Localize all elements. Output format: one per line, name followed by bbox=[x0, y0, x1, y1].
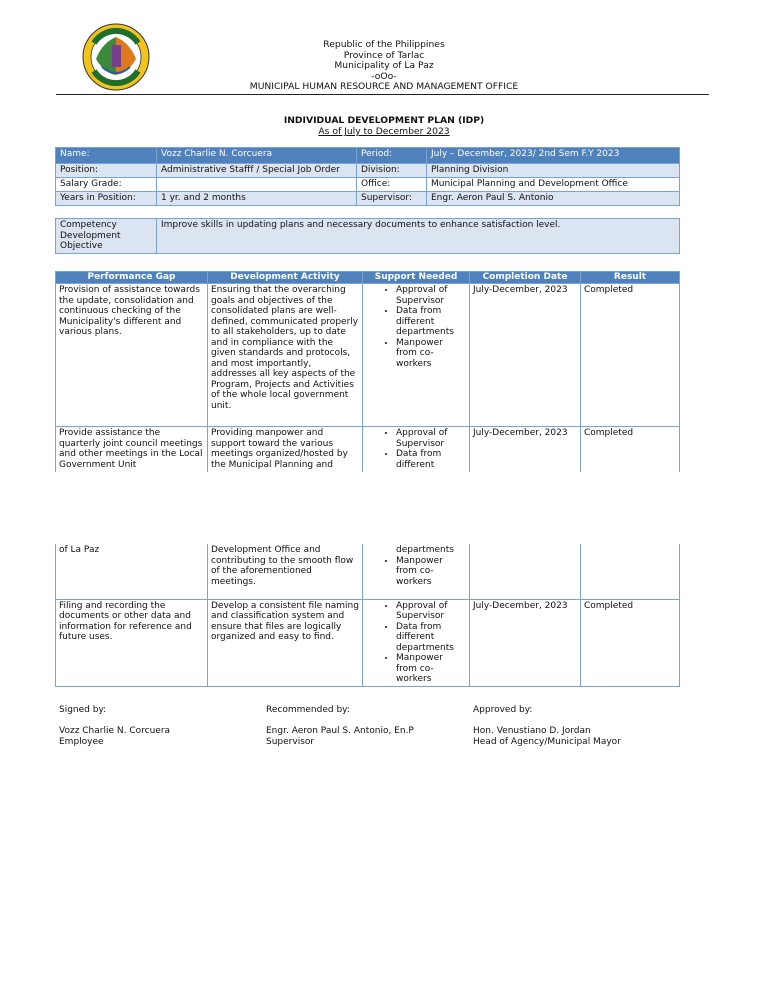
info-row bbox=[56, 148, 680, 164]
performance-gap: of La Paz bbox=[56, 544, 208, 599]
result: Completed bbox=[581, 284, 680, 427]
recommended-by-label: Recommended by: bbox=[266, 705, 350, 715]
result bbox=[581, 544, 680, 599]
performance-gap: Provide assistance the quarterly joint council meetings and other meetings in the Local Government Unit bbox=[56, 427, 208, 473]
position-value: Administrative Stafff / Special Job Order bbox=[157, 164, 357, 178]
completion-date bbox=[470, 544, 581, 599]
years-value: 1 yr. and 2 months bbox=[157, 192, 357, 206]
performance-gap: Filing and recording the documents or other data and information for reference and future uses. bbox=[56, 599, 208, 686]
development-activity: Providing manpower and support toward the various meetings organized/hosted by the Municipal Planning and bbox=[208, 427, 363, 473]
info-row bbox=[56, 192, 680, 206]
development-activity: Develop a consistent file naming and classification system and ensure that files are logically organized and easy to find. bbox=[208, 599, 363, 686]
support-item: • Approval of Supervisor bbox=[396, 428, 466, 449]
header-office: MUNICIPAL HUMAN RESOURCE AND MANAGEMENT OFFICE bbox=[249, 81, 519, 92]
salary-label: Salary Grade: bbox=[56, 178, 157, 192]
support-item: • Manpower from co-workers bbox=[396, 653, 466, 685]
recommended-by-role: Supervisor bbox=[266, 736, 315, 747]
performance-gap: Provision of assistance towards the update, consolidation and continuous checking of the Municipality's different and various plans. bbox=[56, 284, 208, 427]
position-label: Position: bbox=[56, 164, 157, 178]
header-completion-date: Completion Date bbox=[470, 272, 581, 284]
support-item: • Approval of Supervisor bbox=[396, 601, 466, 622]
header-result: Result bbox=[581, 272, 680, 284]
supervisor-label: Supervisor: bbox=[357, 192, 427, 206]
development-activity: Ensuring that the overarching goals and objectives of the consolidated plans are well-defined, communicated properly to all stakeholders, up to date and in compliance with the given standards and protocols, and most importantly, addresses all key aspects of the Program, Projects and Activities of the whole local government unit. bbox=[208, 284, 363, 427]
office-value: Municipal Planning and Development Office bbox=[427, 178, 680, 192]
name-value: Vozz Charlie N. Corcuera bbox=[157, 148, 357, 164]
name-label: Name: bbox=[56, 148, 157, 164]
header-performance-gap: Performance Gap bbox=[56, 272, 208, 284]
support-needed bbox=[363, 284, 470, 427]
competency-value: Improve skills in updating plans and necessary documents to enhance satisfaction level. bbox=[157, 219, 680, 254]
header-province: Province of Tarlac bbox=[343, 49, 425, 61]
document-subtitle: As of July to December 2023 bbox=[318, 126, 450, 137]
support-item: • Manpower from co-workers bbox=[396, 556, 466, 588]
header-municipality: Municipality of La Paz bbox=[334, 60, 434, 71]
competency-table bbox=[55, 218, 680, 254]
support-needed bbox=[363, 427, 470, 473]
header-separator: -oOo- bbox=[371, 70, 397, 82]
approved-by-label: Approved by: bbox=[473, 705, 533, 715]
signed-by-label: Signed by: bbox=[59, 705, 107, 715]
employee-info-table bbox=[55, 147, 680, 206]
header-republic: Republic of the Philippines bbox=[323, 39, 445, 50]
table-row bbox=[56, 284, 680, 427]
support-item: • Manpower from co-workers bbox=[396, 338, 466, 370]
development-plan-table-continued bbox=[55, 544, 680, 687]
signed-by-name: Vozz Charlie N. Corcuera bbox=[59, 726, 171, 736]
table-row bbox=[56, 599, 680, 686]
development-plan-table bbox=[55, 271, 680, 473]
header-support-needed: Support Needed bbox=[363, 272, 470, 284]
competency-label: Competency Development Objective bbox=[56, 219, 157, 254]
office-label: Office: bbox=[357, 178, 427, 192]
support-item: • Data from different departments bbox=[396, 622, 466, 654]
document-title: INDIVIDUAL DEVELOPMENT PLAN (IDP) bbox=[283, 115, 485, 126]
completion-date: July-December, 2023 bbox=[470, 599, 581, 686]
approved-by-name: Hon. Venustiano D. Jordan bbox=[473, 726, 591, 736]
approved-by-role: Head of Agency/Municipal Mayor bbox=[473, 736, 621, 747]
salary-value bbox=[157, 178, 357, 192]
header-rule bbox=[56, 94, 709, 95]
recommended-by-name: Engr. Aeron Paul S. Antonio, En.P bbox=[266, 726, 414, 736]
support-item: • Data from different bbox=[396, 449, 466, 470]
table-header-row bbox=[56, 272, 680, 284]
table-row bbox=[56, 427, 680, 473]
support-item: • Data from different departments bbox=[396, 306, 466, 338]
support-needed bbox=[363, 599, 470, 686]
development-activity: Development Office and contributing to the smooth flow of the aforementioned meetings. bbox=[208, 544, 363, 599]
period-label: Period: bbox=[357, 148, 427, 164]
info-row bbox=[56, 164, 680, 178]
completion-date: July-December, 2023 bbox=[470, 284, 581, 427]
division-label: Division: bbox=[357, 164, 427, 178]
support-item: • Approval of Supervisor bbox=[396, 285, 466, 306]
info-row bbox=[56, 178, 680, 192]
result: Completed bbox=[581, 599, 680, 686]
page-break-gap bbox=[0, 472, 768, 544]
division-value: Planning Division bbox=[427, 164, 680, 178]
table-row bbox=[56, 544, 680, 599]
result: Completed bbox=[581, 427, 680, 473]
period-value: July – December, 2023/ 2nd Sem F.Y 2023 bbox=[427, 148, 680, 164]
supervisor-value: Engr. Aeron Paul S. Antonio bbox=[427, 192, 680, 206]
header-development-activity: Development Activity bbox=[208, 272, 363, 284]
completion-date: July-December, 2023 bbox=[470, 427, 581, 473]
years-label: Years in Position: bbox=[56, 192, 157, 206]
signed-by-role: Employee bbox=[59, 736, 104, 747]
support-item-continued: departments bbox=[396, 545, 454, 555]
support-needed bbox=[363, 544, 470, 599]
